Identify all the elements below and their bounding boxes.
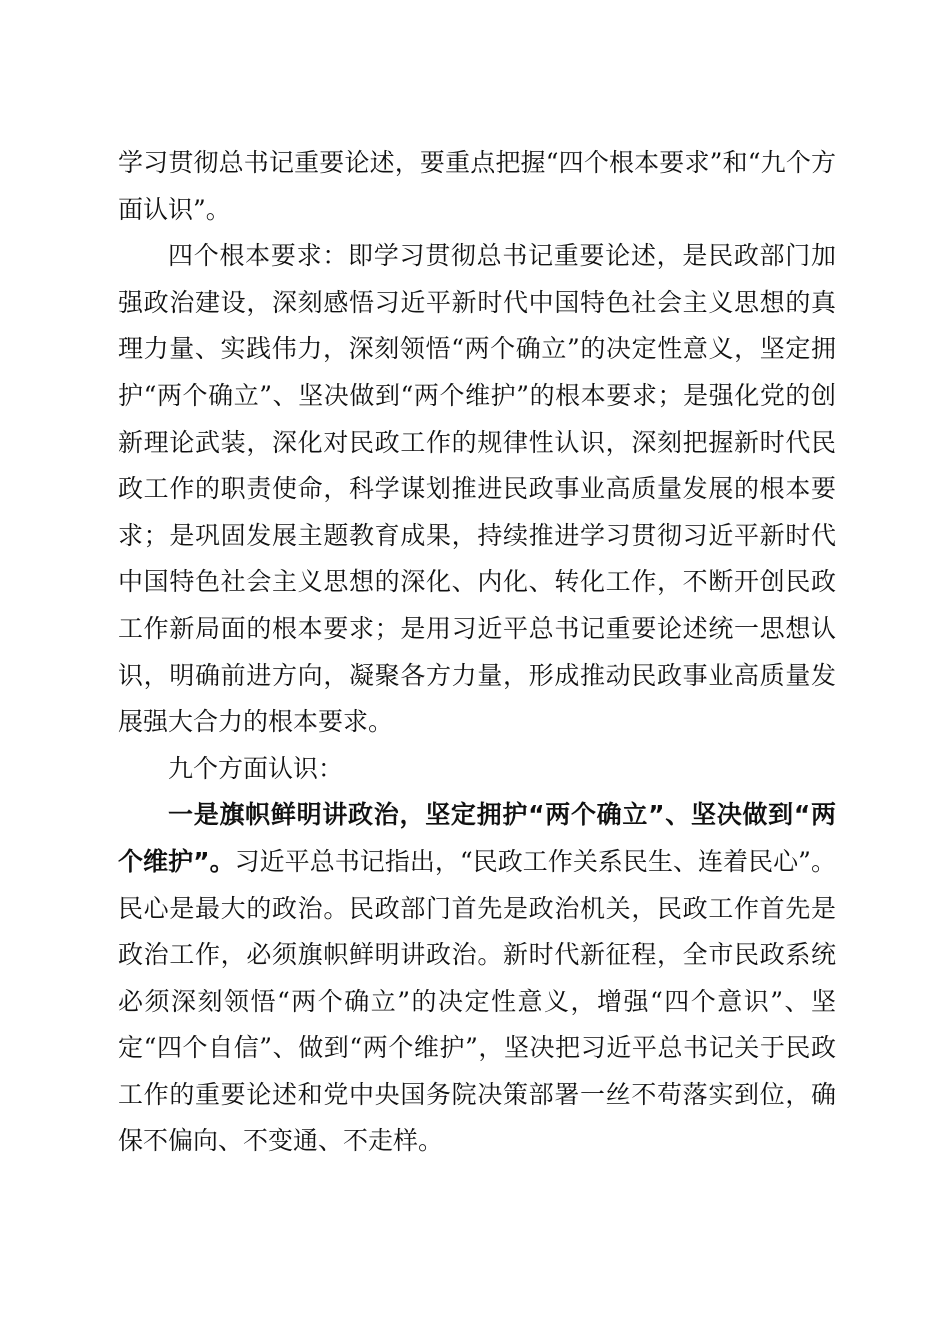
first-aspect-paragraph (118, 792, 836, 1165)
document-body (118, 140, 836, 1165)
first-aspect-body: 习近平总书记指出，“民政工作关系民生、连着民心”。民心是最大的政治。民政部门首先是政治机关，民政工作首先是政治工作，必须旗帜鲜明讲政治。新时代新征程，全市民政系统必须深刻领悟“两个确立”的决定性意义，增强“四个意识”、坚定“四个自信”、做到“两个维护”，坚决把习近平总书记关于民政工作的重要论述和党中央国务院决策部署一丝不苟落实到位，确保不偏向、不变通、不走样。 (118, 846, 836, 1156)
first-aspect-lead: 一是旗帜鲜明讲政治，坚定拥护“两个确立”、坚决做到“两个维护”。 (118, 800, 836, 876)
intro-paragraph: 学习贯彻总书记重要论述，要重点把握“四个根本要求”和“九个方面认识”。 (118, 148, 836, 224)
nine-aspects-heading: 九个方面认识： (168, 753, 344, 783)
four-requirements-paragraph: 四个根本要求：即学习贯彻总书记重要论述，是民政部门加强政治建设，深刻感悟习近平新时代中国特色社会主义思想的真理力量、实践伟力，深刻领悟“两个确立”的决定性意义，坚定拥护“两个确立”、坚决做到“两个维护”的根本要求；是强化党的创新理论武装，深化对民政工作的规律性认识，深刻把握新时代民政工作的职责使命，科学谋划推进民政事业高质量发展的根本要求；是巩固发展主题教育成果，持续推进学习贯彻习近平新时代中国特色社会主义思想的深化、内化、转化工作，不断开创民政工作新局面的根本要求；是用习近平总书记重要论述统一思想认识，明确前进方向，凝聚各方力量，形成推动民政事业高质量发展强大合力的根本要求。 (118, 241, 836, 737)
